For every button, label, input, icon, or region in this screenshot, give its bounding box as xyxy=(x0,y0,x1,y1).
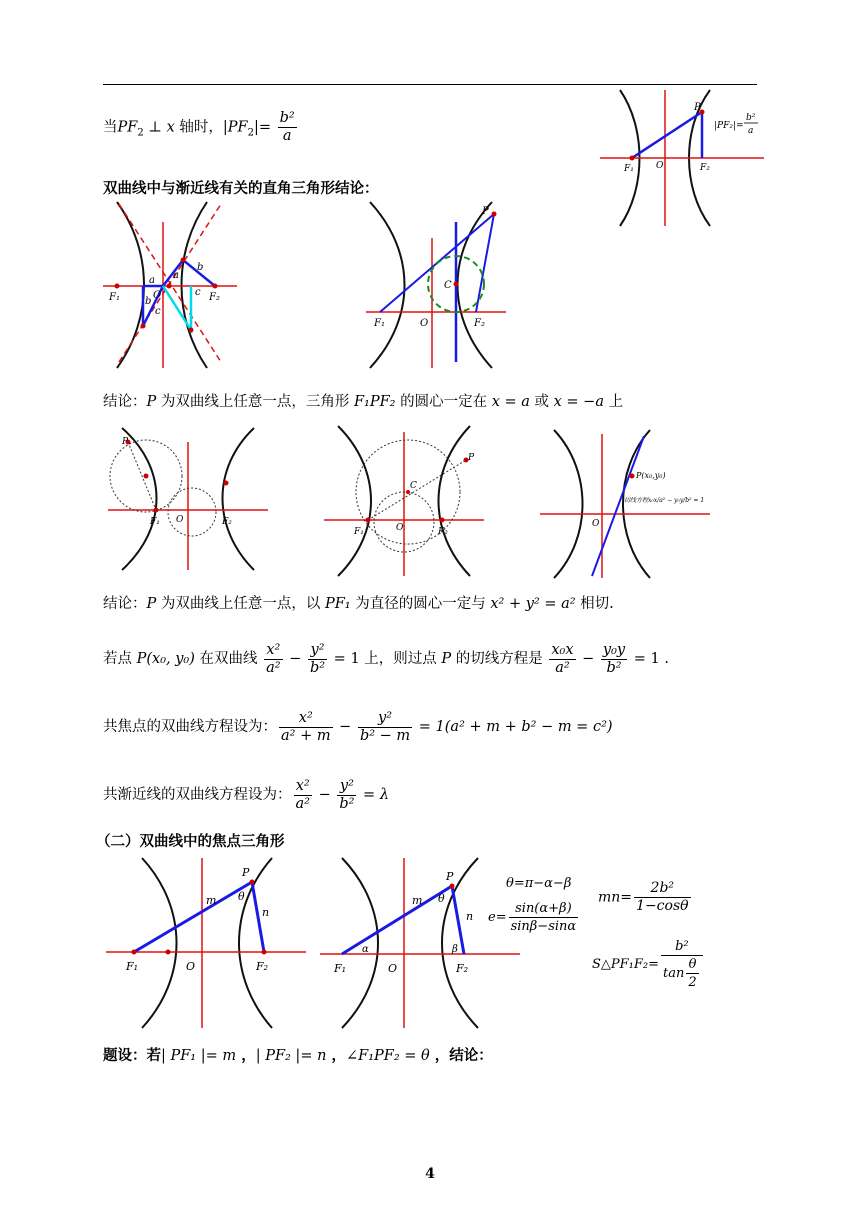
label-a: a xyxy=(149,275,155,286)
conclusion-focal-circle xyxy=(103,594,614,614)
frac-den: a² xyxy=(266,659,281,676)
label-a: a xyxy=(173,270,179,281)
figure-tangent-line xyxy=(540,430,710,578)
formula-left: |PF₂|= xyxy=(714,121,744,131)
fraction xyxy=(601,642,627,677)
formula-area xyxy=(592,938,705,991)
label-f1: F₁ xyxy=(126,960,139,973)
label-f2: F₂ xyxy=(474,318,485,329)
frac-num: y² xyxy=(337,778,356,796)
label-b: b xyxy=(197,262,204,273)
text-prefix: 当 xyxy=(103,119,118,136)
sub: 2 xyxy=(137,127,144,139)
p-symbol: P xyxy=(146,596,157,612)
e-left: e= xyxy=(488,910,507,925)
figure-focal-triangle-2 xyxy=(320,858,520,1028)
text: 或 xyxy=(529,394,554,410)
equals: = 1 xyxy=(629,651,660,667)
label-c: c xyxy=(155,306,161,317)
label-f1: F₁ xyxy=(624,164,634,174)
mn-left: mn= xyxy=(598,889,633,906)
equation-rest: = 1(a² + m + b² − m = c²) xyxy=(414,719,613,735)
label-o: O xyxy=(396,523,404,533)
conclusion-incircle xyxy=(103,392,623,412)
fraction xyxy=(634,880,691,915)
label-o: O xyxy=(388,962,398,975)
label-o: O xyxy=(592,519,600,529)
coasymptote-equation-line: 共渐近线的双曲线方程设为： $\frac{\text{x²}}{\text{a²}}$ − $\frac{\text{y²}}{\text{b²}}$ = λ xyxy=(103,777,390,812)
axis-text: 轴时， xyxy=(174,119,223,136)
figure-asymptote-triangle xyxy=(103,202,253,368)
text: 共渐近线的双曲线方程设为： xyxy=(103,787,292,803)
text: 相切. xyxy=(575,596,614,612)
tangent-equation-line xyxy=(103,638,669,680)
fraction-b2-over-a xyxy=(278,110,297,145)
frac-den: 1−cosθ xyxy=(636,898,689,914)
fraction xyxy=(337,778,356,813)
pf2-symbol: PF xyxy=(117,119,138,136)
frac-num: y² xyxy=(308,642,327,660)
pf2-eq: | PF₂ |= n xyxy=(255,1048,327,1064)
page-number: 4 xyxy=(425,1166,435,1182)
formula-eccentricity xyxy=(488,900,580,935)
pf1-eq: | PF₁ |= m xyxy=(161,1048,237,1064)
frac-num: x² xyxy=(279,710,333,728)
text: . xyxy=(659,651,669,667)
x-symbol: x xyxy=(166,119,175,136)
cofocal-equation-line: 共焦点的双曲线方程设为： $\frac{\text{x²}}{\text{a² + m}}$ − $\frac{\text{y²}}{\text{b² − m}}$ = 1(a² + m + b² − m = c²) xyxy=(103,709,613,744)
frac-num: sin(α+β) xyxy=(509,900,579,918)
frac-num: x₀x xyxy=(551,641,574,658)
frac-num: θ xyxy=(686,956,698,974)
label-f2: F₂ xyxy=(222,517,232,527)
label-o: O xyxy=(656,161,664,171)
frac-num: b² xyxy=(279,110,295,126)
point-symbol: P(x₀, y₀) xyxy=(136,651,195,667)
header-rule xyxy=(103,84,757,85)
equation: x = a xyxy=(491,394,530,410)
equals: = 1 xyxy=(329,651,365,667)
tangent-eq: x₀x/a² − y₀y/b² = 1 xyxy=(648,497,705,504)
label-f2: F₂ xyxy=(700,163,710,173)
fraction xyxy=(509,900,579,935)
text: 结论： xyxy=(103,596,147,612)
fraction xyxy=(358,710,412,745)
heading-asymptote-triangle: 双曲线中与渐近线有关的直角三角形结论： xyxy=(103,181,379,197)
figure-incircle-tangent xyxy=(366,202,506,368)
text: 为直径的圆心一定与 xyxy=(350,596,491,612)
text: 的切线方程是 xyxy=(451,651,548,667)
label-f2: F₂ xyxy=(438,527,448,537)
text: 若点 xyxy=(103,651,137,667)
frac-num: 2b² xyxy=(634,880,691,898)
equation-rest: = λ xyxy=(358,787,390,803)
text: 上 xyxy=(603,394,624,410)
label-c: c xyxy=(195,287,201,298)
label-f1: F₁ xyxy=(334,962,347,975)
heading-focal-triangle: （二）双曲线中的焦点三角形 xyxy=(96,834,285,850)
label-f1: F₁ xyxy=(354,527,364,537)
label-f1: F₁ xyxy=(374,318,385,329)
label-n: n xyxy=(466,910,474,923)
figure-focal-circle-2 xyxy=(324,426,484,576)
tan-fn: tan xyxy=(663,966,685,981)
frac-den: b² xyxy=(309,659,326,676)
frac-num: x² xyxy=(264,642,282,660)
equation: x² + y² = a² xyxy=(490,596,576,612)
label-o: O xyxy=(420,318,429,329)
frac-num: x² xyxy=(294,778,312,796)
label-p: P xyxy=(468,453,475,463)
label-n: n xyxy=(262,906,270,919)
frac-num: y₀y xyxy=(602,641,626,658)
fraction xyxy=(549,642,575,677)
text: 上，则过点 xyxy=(364,651,442,667)
fraction xyxy=(661,938,703,991)
p-symbol: P xyxy=(146,394,157,410)
half-angle xyxy=(686,956,698,991)
equation: x = −a xyxy=(553,394,604,410)
label-f2: F₂ xyxy=(256,960,269,973)
fraction xyxy=(308,642,327,677)
label-m: m xyxy=(206,894,217,907)
label-f2: F₂ xyxy=(456,962,469,975)
label-o: O xyxy=(176,515,184,525)
text: ，结论： xyxy=(429,1048,493,1064)
label-f1: F₁ xyxy=(150,517,160,527)
label-b: b xyxy=(145,296,152,307)
abs-right: |= xyxy=(253,119,271,136)
frac-den: b² xyxy=(606,659,622,676)
label-theta: θ xyxy=(238,890,245,903)
pf1-symbol: PF₁ xyxy=(324,596,351,612)
minus: − xyxy=(284,651,306,667)
fraction xyxy=(294,778,312,813)
label-f2: F₂ xyxy=(209,292,220,303)
label-theta: θ xyxy=(438,892,445,905)
p-symbol: P xyxy=(441,651,452,667)
frac-den: b² − m xyxy=(359,727,411,744)
sub: 2 xyxy=(247,127,254,139)
label-c: C xyxy=(410,481,417,491)
text: 在双曲线 xyxy=(194,651,263,667)
angle-eq: ∠F₁PF₂ = θ xyxy=(345,1048,430,1064)
abs-left: | xyxy=(222,119,228,136)
formula-den: a xyxy=(748,126,754,136)
frac-den: a² xyxy=(295,795,310,812)
label-alpha: α xyxy=(362,944,369,955)
minus: − xyxy=(577,651,599,667)
label-beta: β xyxy=(452,944,458,955)
label-o: O xyxy=(153,290,162,301)
formula-mn xyxy=(598,880,693,915)
label-p: P(x₀,y₀) xyxy=(636,471,666,480)
text: 共焦点的双曲线方程设为： xyxy=(103,719,277,735)
label-p: P xyxy=(446,870,454,883)
tangent-prefix: 切线方程 xyxy=(624,497,649,504)
text: 的圆心一定在 xyxy=(395,394,492,410)
frac-den: a xyxy=(282,128,292,144)
formula-num: b² xyxy=(746,113,756,123)
triangle-symbol: F₁PF₂ xyxy=(353,394,396,410)
figure-focal-circle-1 xyxy=(108,428,268,570)
text: 结论： xyxy=(103,394,147,410)
label-f1: F₁ xyxy=(109,292,120,303)
formula-theta: θ=π−α−β xyxy=(506,876,572,891)
frac-num: y² xyxy=(358,710,412,728)
text: 题设：若 xyxy=(103,1048,161,1064)
label-o: O xyxy=(186,960,196,973)
label-p: P xyxy=(694,102,701,113)
problem-statement xyxy=(103,1046,493,1066)
pf2-symbol: PF xyxy=(227,119,248,136)
frac-den: sinβ−sinα xyxy=(510,919,577,934)
sep: ， xyxy=(236,1048,256,1064)
frac-den: a² + m xyxy=(281,727,331,744)
frac-den: 2 xyxy=(688,975,697,990)
frac-den: b² xyxy=(339,795,355,812)
label-p: P xyxy=(122,437,129,447)
text: 为双曲线上任意一点，以 xyxy=(156,596,325,612)
label-p: P xyxy=(242,866,250,879)
perp-symbol: ⊥ xyxy=(143,119,167,136)
fraction xyxy=(279,710,333,745)
perpendicular-condition-line xyxy=(103,110,299,145)
fraction xyxy=(264,642,282,677)
label-c: C xyxy=(444,280,452,291)
label-p: P xyxy=(482,206,489,217)
s-left: S△PF₁F₂= xyxy=(592,957,660,972)
text: 为双曲线上任意一点，三角形 xyxy=(156,394,354,410)
figure-focal-triangle-1 xyxy=(106,858,306,1028)
figure-latus-rectum xyxy=(598,88,766,228)
frac-num: b² xyxy=(661,938,703,956)
label-m: m xyxy=(412,894,423,907)
sep: ， xyxy=(326,1048,346,1064)
frac-den: a² xyxy=(555,659,570,676)
